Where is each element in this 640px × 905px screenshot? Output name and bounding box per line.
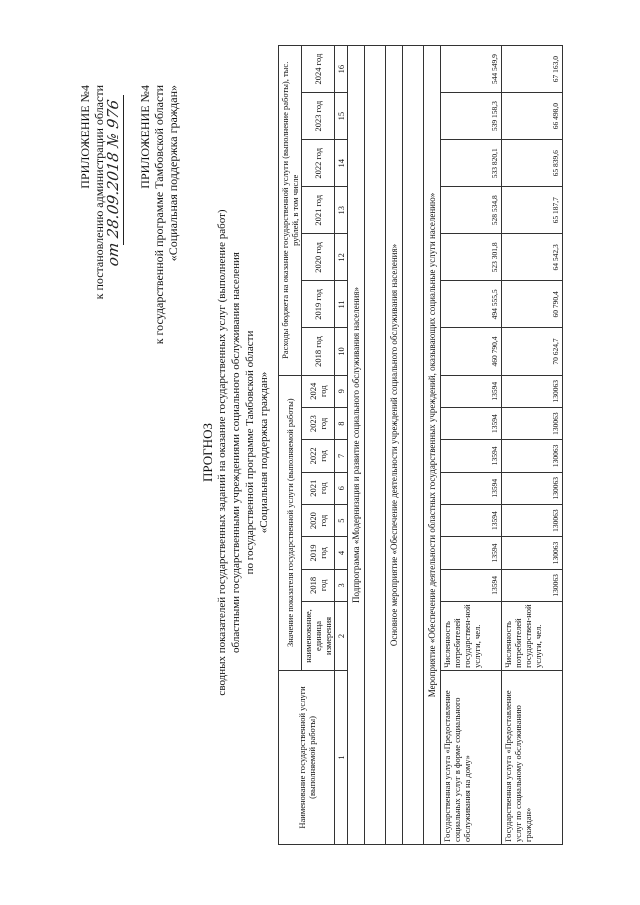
header-year: 2020 год <box>302 504 335 536</box>
header-row-1 <box>279 46 302 845</box>
heading-line-4: «Социальная поддержка граждан» <box>258 371 270 534</box>
header-year: 2020 год <box>302 234 335 281</box>
unit-of-measure: Численность потребителей государствен-ной услуги, чел. <box>441 602 502 671</box>
indicator-value: 130063 <box>502 569 563 601</box>
service-name: Государственная услуга «Предоставление социальных услуг в форме социального обслуживания на дому» <box>441 670 502 844</box>
budget-value: 66 498,0 <box>502 93 563 140</box>
budget-value: 494 555,5 <box>441 281 502 328</box>
column-number-row <box>335 46 348 845</box>
subprogram-title: Подпрограмма «Модернизация и развитие социального обслуживания населения» <box>348 46 365 845</box>
column-number: 16 <box>335 46 348 93</box>
header-year: 2023 год <box>302 407 335 439</box>
column-number: 2 <box>335 602 348 671</box>
header-year: 2021 год <box>302 187 335 234</box>
indicator-value: 130063 <box>502 440 563 472</box>
indicator-value: 13594 <box>441 537 502 569</box>
budget-value: 70 624,7 <box>502 328 563 375</box>
indicator-value: 13594 <box>441 375 502 407</box>
header-year: 2024 год <box>302 375 335 407</box>
header-indicator: Значение показателя государственной услуги (выполняемой работы) <box>279 375 302 670</box>
empty-row <box>403 46 424 845</box>
column-number: 4 <box>335 537 348 569</box>
service-name: Государственная услуга «Предоставление услуг по социальному обслуживанию граждан» <box>502 670 563 844</box>
indicator-value: 13594 <box>441 407 502 439</box>
budget-value: 533 820,1 <box>441 140 502 187</box>
budget-value: 528 534,8 <box>441 187 502 234</box>
forecast-table <box>278 45 563 845</box>
appendix-2-title: ПРИЛОЖЕНИЕ №4 <box>138 85 152 189</box>
header-year: 2019 год <box>302 537 335 569</box>
column-number: 1 <box>335 670 348 844</box>
spacer-row <box>403 46 424 845</box>
header-year: 2019 год <box>302 281 335 328</box>
appendix-2-program-name: «Социальная поддержка граждан» <box>166 85 180 262</box>
header-year: 2022 год <box>302 140 335 187</box>
budget-value: 65 839,6 <box>502 140 563 187</box>
indicator-value: 130063 <box>502 472 563 504</box>
indicator-value: 130063 <box>502 375 563 407</box>
heading-line-3: по государственной программе Тамбовской области <box>244 330 256 575</box>
header-year: 2022 год <box>302 440 335 472</box>
indicator-value: 130063 <box>502 407 563 439</box>
indicator-value: 13594 <box>441 440 502 472</box>
appendix-1-title: ПРИЛОЖЕНИЕ №4 <box>78 85 92 189</box>
budget-value: 539 158,3 <box>441 93 502 140</box>
budget-value: 65 187,7 <box>502 187 563 234</box>
empty-row <box>365 46 386 845</box>
appendix-1-decree-line: к постановлению администрации области <box>92 85 106 300</box>
handwritten-date-number: от 28.09.2018 № 976 <box>104 98 122 268</box>
table-row <box>441 46 502 845</box>
main-event-row <box>386 46 403 845</box>
indicator-value: 130063 <box>502 537 563 569</box>
main-event-title: Основное мероприятие «Обеспечение деятельности учреждений социального обслуживания населения» <box>386 46 403 845</box>
indicator-value: 13594 <box>441 569 502 601</box>
event-row <box>424 46 441 845</box>
column-number: 14 <box>335 140 348 187</box>
subprogram-row <box>348 46 365 845</box>
spacer-row <box>365 46 386 845</box>
column-number: 6 <box>335 472 348 504</box>
header-year: 2021 год <box>302 472 335 504</box>
handwritten-underline <box>123 95 124 245</box>
indicator-value: 13594 <box>441 504 502 536</box>
column-number: 13 <box>335 187 348 234</box>
column-number: 12 <box>335 234 348 281</box>
column-number: 9 <box>335 375 348 407</box>
header-unit: наименование, единица измерения <box>302 602 335 671</box>
header-year: 2018 год <box>302 328 335 375</box>
event-title: Мероприятие «Обеспечение деятельности областных государственных учреждений, оказывающих социальные услуги населению» <box>424 46 441 845</box>
column-number: 5 <box>335 504 348 536</box>
heading-line-1: сводных показателей государственных заданий на оказание государственных услуг (выполнение работ) <box>216 209 228 696</box>
header-year: 2023 год <box>302 93 335 140</box>
appendix-2-program-line: к государственной программе Тамбовской области <box>152 85 166 345</box>
column-number: 15 <box>335 93 348 140</box>
table-row <box>502 46 563 845</box>
column-number: 7 <box>335 440 348 472</box>
budget-value: 460 790,4 <box>441 328 502 375</box>
column-number: 8 <box>335 407 348 439</box>
unit-of-measure: Численность потребителей государствен-ной услуги, чел. <box>502 602 563 671</box>
budget-value: 544 549,9 <box>441 46 502 93</box>
header-year: 2024 год <box>302 46 335 93</box>
column-number: 3 <box>335 569 348 601</box>
column-number: 10 <box>335 328 348 375</box>
header-service-name: Наименование государственной услуги (выполняемой работы) <box>279 670 335 844</box>
header-year: 2018 год <box>302 569 335 601</box>
heading-line-2: областными государственными учреждениями социального обслуживания населения <box>230 252 242 653</box>
budget-value: 523 301,8 <box>441 234 502 281</box>
header-budget: Расходы бюджета на оказание государственной услуги (выполнение работы), тыс. рублей, в том числе <box>279 46 302 376</box>
budget-value: 64 542,3 <box>502 234 563 281</box>
document-title: ПРОГНОЗ <box>200 423 215 482</box>
budget-value: 60 790,4 <box>502 281 563 328</box>
indicator-value: 130063 <box>502 504 563 536</box>
budget-value: 67 163,0 <box>502 46 563 93</box>
indicator-value: 13594 <box>441 472 502 504</box>
column-number: 11 <box>335 281 348 328</box>
